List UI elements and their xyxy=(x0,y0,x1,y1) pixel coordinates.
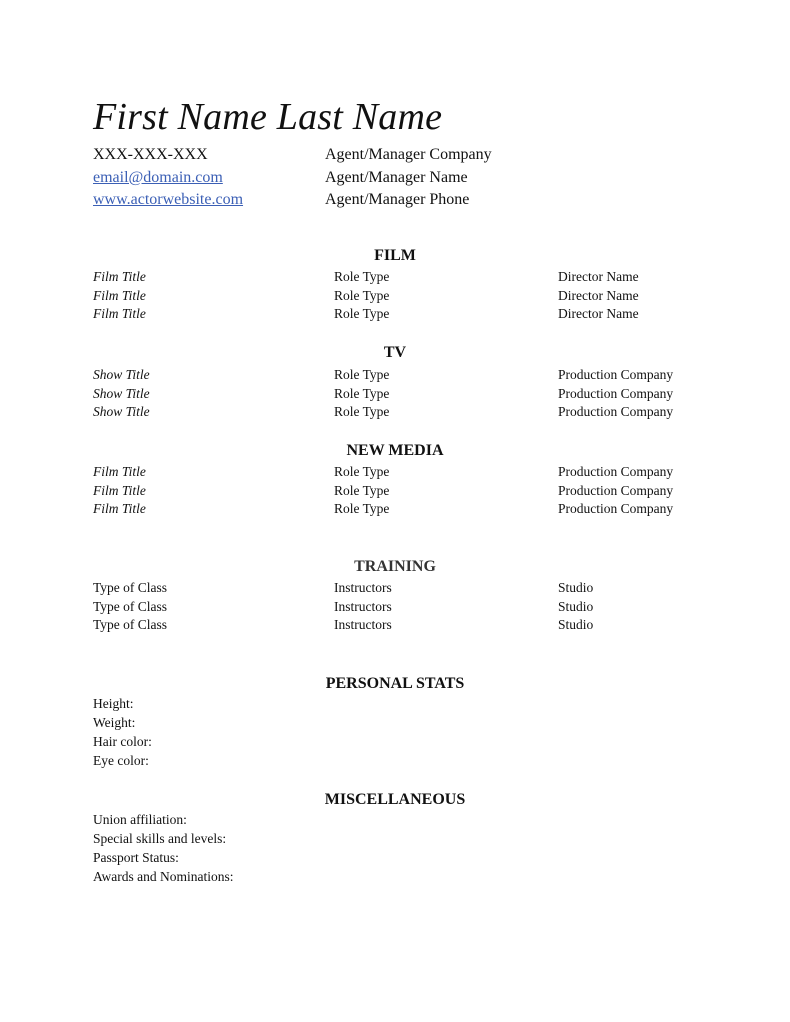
film-title: Film Title xyxy=(93,269,146,284)
tv-credit-row xyxy=(93,385,713,404)
stat-weight: Weight: xyxy=(93,715,136,730)
new-media-heading: NEW MEDIA xyxy=(346,442,444,459)
new-media-credit-row xyxy=(93,482,713,501)
new-media-credits xyxy=(93,463,713,519)
class-type: Type of Class xyxy=(93,580,168,595)
new-media-credit-row xyxy=(93,500,713,519)
role-type: Role Type xyxy=(334,306,390,322)
contact-block xyxy=(93,144,613,212)
film-credit-row xyxy=(93,305,713,324)
stat-height: Height: xyxy=(93,696,134,711)
studio: Studio xyxy=(558,617,594,633)
production-company: Production Company xyxy=(558,367,674,382)
production-company: Production Company xyxy=(558,482,674,498)
film-title: Film Title xyxy=(93,464,146,479)
agent-phone: Agent/Manager Phone xyxy=(325,191,470,208)
production-company: Production Company xyxy=(558,404,674,420)
training-row xyxy=(93,598,713,617)
tv-credits xyxy=(93,366,713,422)
film-title: Film Title xyxy=(93,501,146,517)
film-title: Film Title xyxy=(93,482,146,498)
contact-row xyxy=(93,144,613,167)
website-link[interactable]: www.actorwebsite.com xyxy=(93,191,244,208)
training-heading: TRAINING xyxy=(354,558,436,575)
production-company: Production Company xyxy=(558,464,674,479)
director-name: Director Name xyxy=(558,306,639,322)
contact-row xyxy=(93,189,613,212)
training-row xyxy=(93,579,713,598)
tv-credit-row xyxy=(93,366,713,385)
training-list xyxy=(93,579,713,635)
role-type: Role Type xyxy=(334,404,390,420)
miscellaneous-list xyxy=(93,811,493,887)
production-company: Production Company xyxy=(558,385,674,401)
miscellaneous-heading: MISCELLANEOUS xyxy=(324,791,466,808)
production-company: Production Company xyxy=(558,501,674,517)
studio: Studio xyxy=(558,580,594,595)
role-type: Role Type xyxy=(334,501,390,517)
agent-name: Agent/Manager Name xyxy=(325,168,468,186)
training-row xyxy=(93,616,713,635)
role-type: Role Type xyxy=(334,464,390,479)
actor-name: First Name Last Name xyxy=(93,96,443,138)
instructors: Instructors xyxy=(334,617,392,633)
instructors: Instructors xyxy=(334,580,392,595)
film-credits xyxy=(93,268,713,324)
stat-hair-color: Hair color: xyxy=(93,734,152,749)
role-type: Role Type xyxy=(334,385,390,401)
misc-awards: Awards and Nominations: xyxy=(93,869,234,884)
personal-stats-list xyxy=(93,695,493,771)
stat-eye-color: Eye color: xyxy=(93,753,149,768)
email-link[interactable]: email@domain.com xyxy=(93,168,223,186)
role-type: Role Type xyxy=(334,367,390,382)
misc-passport-status: Passport Status: xyxy=(93,850,179,865)
role-type: Role Type xyxy=(334,269,390,284)
film-title: Film Title xyxy=(93,287,146,303)
contact-row xyxy=(93,167,613,190)
instructors: Instructors xyxy=(334,598,392,614)
show-title: Show Title xyxy=(93,404,150,420)
tv-credit-row xyxy=(93,403,713,422)
studio: Studio xyxy=(558,598,594,614)
film-heading: FILM xyxy=(374,247,416,264)
show-title: Show Title xyxy=(93,367,150,382)
role-type: Role Type xyxy=(334,482,390,498)
role-type: Role Type xyxy=(334,287,390,303)
director-name: Director Name xyxy=(558,287,639,303)
show-title: Show Title xyxy=(93,385,150,401)
new-media-credit-row xyxy=(93,463,713,482)
class-type: Type of Class xyxy=(93,617,168,633)
director-name: Director Name xyxy=(558,269,639,284)
film-title: Film Title xyxy=(93,306,146,322)
tv-heading: TV xyxy=(383,344,407,361)
personal-stats-heading: PERSONAL STATS xyxy=(325,675,465,692)
class-type: Type of Class xyxy=(93,598,168,614)
film-credit-row xyxy=(93,287,713,306)
misc-special-skills: Special skills and levels: xyxy=(93,831,227,846)
film-credit-row xyxy=(93,268,713,287)
phone-number: XXX-XXX-XXX xyxy=(93,146,208,163)
agent-company: Agent/Manager Company xyxy=(325,146,492,163)
misc-union-affiliation: Union affiliation: xyxy=(93,812,187,827)
